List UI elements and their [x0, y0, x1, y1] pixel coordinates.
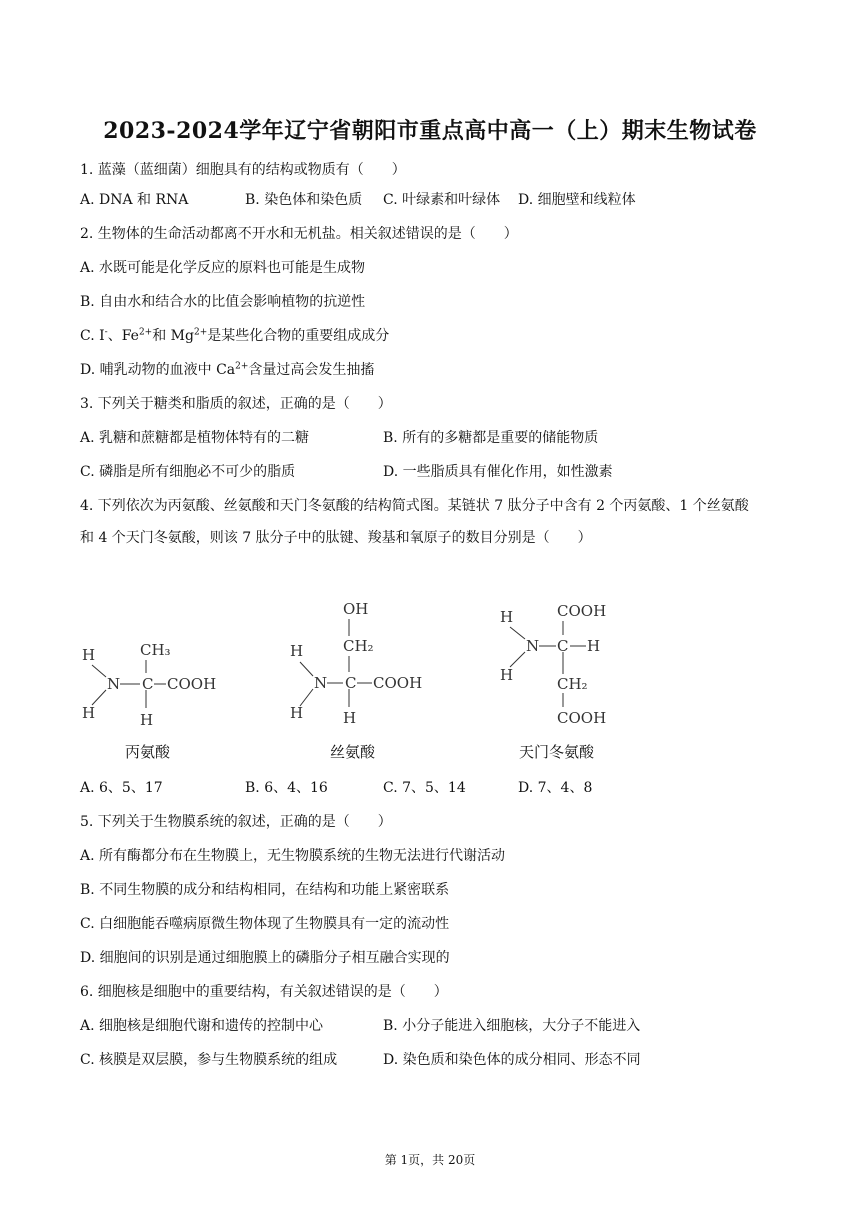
- question-4-option-b: B. 6、4、16: [245, 780, 328, 796]
- question-5-option-c: C. 白细胞能吞噬病原微生物体现了生物膜具有一定的流动性: [80, 916, 450, 932]
- aspartate-caption: 天门冬氨酸: [519, 743, 595, 761]
- h-atom-lower: H: [500, 666, 514, 684]
- question-3-option-a: A. 乳糖和蔗糖都是植物体特有的二糖: [80, 430, 310, 446]
- question-4-option-d: D. 7、4、8: [518, 780, 593, 796]
- alanine-caption: 丙氨酸: [125, 743, 171, 761]
- question-4-option-a: A. 6、5、17: [80, 780, 163, 796]
- question-6-option-a: A. 细胞核是细胞代谢和遗传的控制中心: [80, 1018, 324, 1034]
- cooh-group-top: COOH: [557, 602, 607, 620]
- r-group: CH₃: [140, 641, 171, 659]
- question-1-stem: 1. 蓝藻（蓝细菌）细胞具有的结构或物质有（ ）: [80, 162, 406, 178]
- serine-caption: 丝氨酸: [330, 743, 376, 761]
- question-3-stem: 3. 下列关于糖类和脂质的叙述，正确的是（ ）: [80, 396, 392, 412]
- c-atom: C: [557, 637, 569, 655]
- n-atom: N: [314, 674, 328, 692]
- question-2-stem: 2. 生物体的生命活动都离不开水和无机盐。相关叙述错误的是（ ）: [80, 226, 518, 242]
- question-4-stem-line-1: 4. 下列依次为丙氨酸、丝氨酸和天门冬氨酸的结构简式图。某链状 7 肽分子中含有 2 个丙氨酸、1 个丝氨酸: [80, 498, 749, 514]
- question-5-stem: 5. 下列关于生物膜系统的叙述，正确的是（ ）: [80, 814, 392, 830]
- question-3-option-c: C. 磷脂是所有细胞必不可少的脂质: [80, 464, 296, 480]
- option-d-text-1: D. 哺乳动物的血液中 Ca: [80, 362, 236, 378]
- r-group: CH₂: [343, 637, 374, 655]
- h-atom-upper: H: [500, 608, 514, 626]
- h-atom-upper: H: [82, 646, 96, 664]
- question-6-stem: 6. 细胞核是细胞中的重要结构，有关叙述错误的是（ ）: [80, 984, 448, 1000]
- c-atom: C: [345, 674, 357, 692]
- question-2-option-c: [80, 326, 389, 346]
- alanine-structure: [75, 630, 235, 734]
- question-1-option-d: D. 细胞壁和线粒体: [518, 192, 636, 208]
- question-2-option-b: B. 自由水和结合水的比值会影响植物的抗逆性: [80, 294, 366, 310]
- question-2-option-d: [80, 360, 374, 380]
- option-c-text-4: 是某些化合物的重要组成成分: [207, 328, 390, 344]
- h-atom-right: H: [587, 637, 601, 655]
- cooh-group: COOH: [167, 675, 217, 693]
- oh-group: OH: [343, 600, 369, 618]
- h-atom-bottom: H: [140, 711, 154, 729]
- aspartate-structure: [495, 596, 625, 735]
- page-footer: 第 1页，共 20页: [384, 1153, 476, 1167]
- question-1-option-c: C. 叶绿素和叶绿体: [383, 192, 501, 208]
- question-6-option-d: D. 染色质和染色体的成分相同、形态不同: [383, 1052, 641, 1068]
- h-atom-upper: H: [290, 642, 304, 660]
- option-c-superscript-3: 2+: [193, 327, 208, 338]
- h-atom-bottom: H: [343, 709, 357, 727]
- question-5-option-a: A. 所有酶都分布在生物膜上，无生物膜系统的生物无法进行代谢活动: [80, 848, 506, 864]
- h-atom-lower: H: [290, 704, 304, 722]
- option-c-text-3: 和 Mg: [152, 328, 194, 344]
- option-c-text-1: C. I: [80, 328, 105, 344]
- question-6-option-b: B. 小分子能进入细胞核，大分子不能进入: [383, 1018, 641, 1034]
- n-atom: N: [107, 675, 121, 693]
- r-group: CH₂: [557, 675, 588, 693]
- question-5-option-d: D. 细胞间的识别是通过细胞膜上的磷脂分子相互融合实现的: [80, 950, 450, 966]
- c-atom: C: [142, 675, 154, 693]
- question-3-option-d: D. 一些脂质具有催化作用，如性激素: [383, 464, 613, 480]
- question-3-option-b: B. 所有的多糖都是重要的储能物质: [383, 430, 599, 446]
- option-c-text-2: 、Fe: [107, 328, 139, 344]
- question-2-option-a: A. 水既可能是化学反应的原料也可能是生成物: [80, 260, 366, 276]
- h-atom-lower: H: [82, 704, 96, 722]
- cooh-group: COOH: [373, 674, 423, 692]
- cooh-group-bottom: COOH: [557, 709, 607, 727]
- question-4-option-c: C. 7、5、14: [383, 780, 466, 796]
- question-6-option-c: C. 核膜是双层膜，参与生物膜系统的组成: [80, 1052, 338, 1068]
- question-1-option-a: A. DNA 和 RNA: [80, 192, 189, 208]
- option-d-superscript: 2+: [235, 361, 249, 372]
- page-title: 2023-2024学年辽宁省朝阳市重点高中高一（上）期末生物试卷: [103, 118, 757, 144]
- option-d-text-2: 含量过高会发生抽搐: [248, 362, 375, 378]
- question-1-option-b: B. 染色体和染色质: [245, 192, 363, 208]
- n-atom: N: [526, 637, 540, 655]
- option-c-superscript-2: 2+: [138, 327, 153, 338]
- serine-structure: [283, 596, 443, 735]
- question-4-stem-line-2: 和 4 个天门冬氨酸，则该 7 肽分子中的肽键、羧基和氧原子的数目分别是（ ）: [80, 530, 592, 546]
- question-5-option-b: B. 不同生物膜的成分和结构相同，在结构和功能上紧密联系: [80, 882, 450, 898]
- option-c-superscript-1: -: [104, 327, 108, 338]
